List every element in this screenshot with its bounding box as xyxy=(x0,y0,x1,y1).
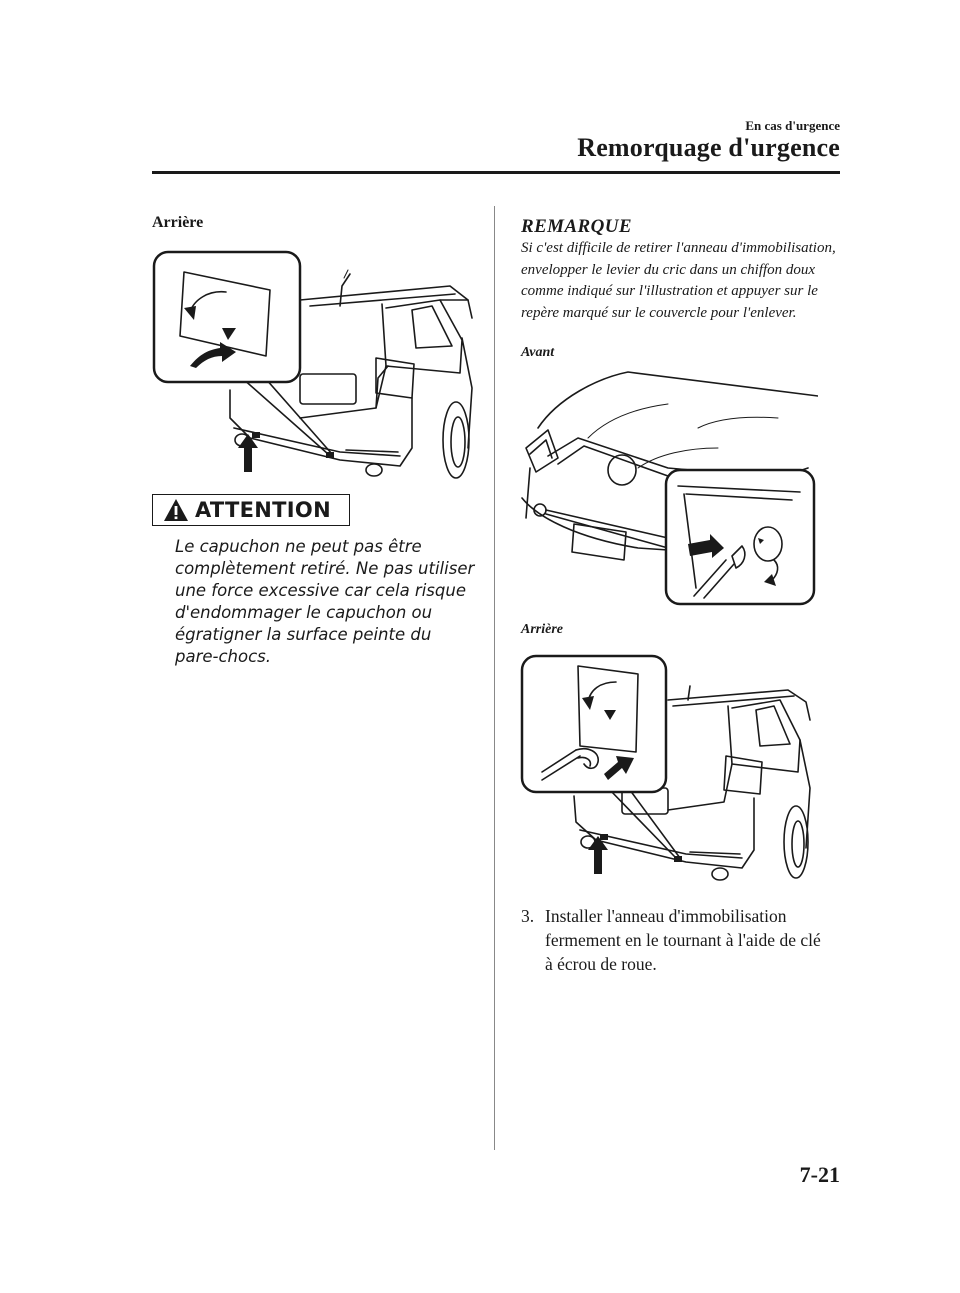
front-bumper-illustration xyxy=(518,368,818,608)
step-line-3: à écrou de roue. xyxy=(545,954,657,974)
front-label: Avant xyxy=(521,345,555,360)
rear-label-right: Arrière xyxy=(521,622,563,637)
rear-bumper-illustration xyxy=(150,248,480,488)
rear-label-left: Arrière xyxy=(152,214,204,231)
section-label: En cas d'urgence xyxy=(745,118,840,133)
column-divider xyxy=(494,206,495,1150)
rear-bumper-jack-illustration xyxy=(518,652,818,892)
remark-title: REMARQUE xyxy=(521,216,632,237)
warning-header xyxy=(152,494,350,526)
step-line-2: fermement en le tournant à l'aide de clé xyxy=(545,930,821,950)
header-rule xyxy=(152,171,840,174)
warning-triangle-icon xyxy=(163,498,189,522)
step-number: 3. xyxy=(521,906,535,926)
warning-title: ATTENTION xyxy=(195,498,331,522)
step-3 xyxy=(521,904,841,976)
step-line-1: Installer l'anneau d'immobilisation xyxy=(545,906,787,926)
page-title: Remorquage d'urgence xyxy=(577,133,840,162)
remark-text: Si c'est difficile de retirer l'anneau d'immobilisation, envelopper le levier du cric dans un chiffon doux comme indiqué sur l'illustration et appuyer sur le repère marqué sur le couvercle pour l'enlever. xyxy=(521,240,836,321)
page-number: 7-21 xyxy=(799,1162,840,1187)
warning-text: Le capuchon ne peut pas être complètement retiré. Ne pas utiliser une force excessive car cela risque d'endommager le capuchon ou égratigner la surface peinte du pare-chocs. xyxy=(175,537,475,666)
